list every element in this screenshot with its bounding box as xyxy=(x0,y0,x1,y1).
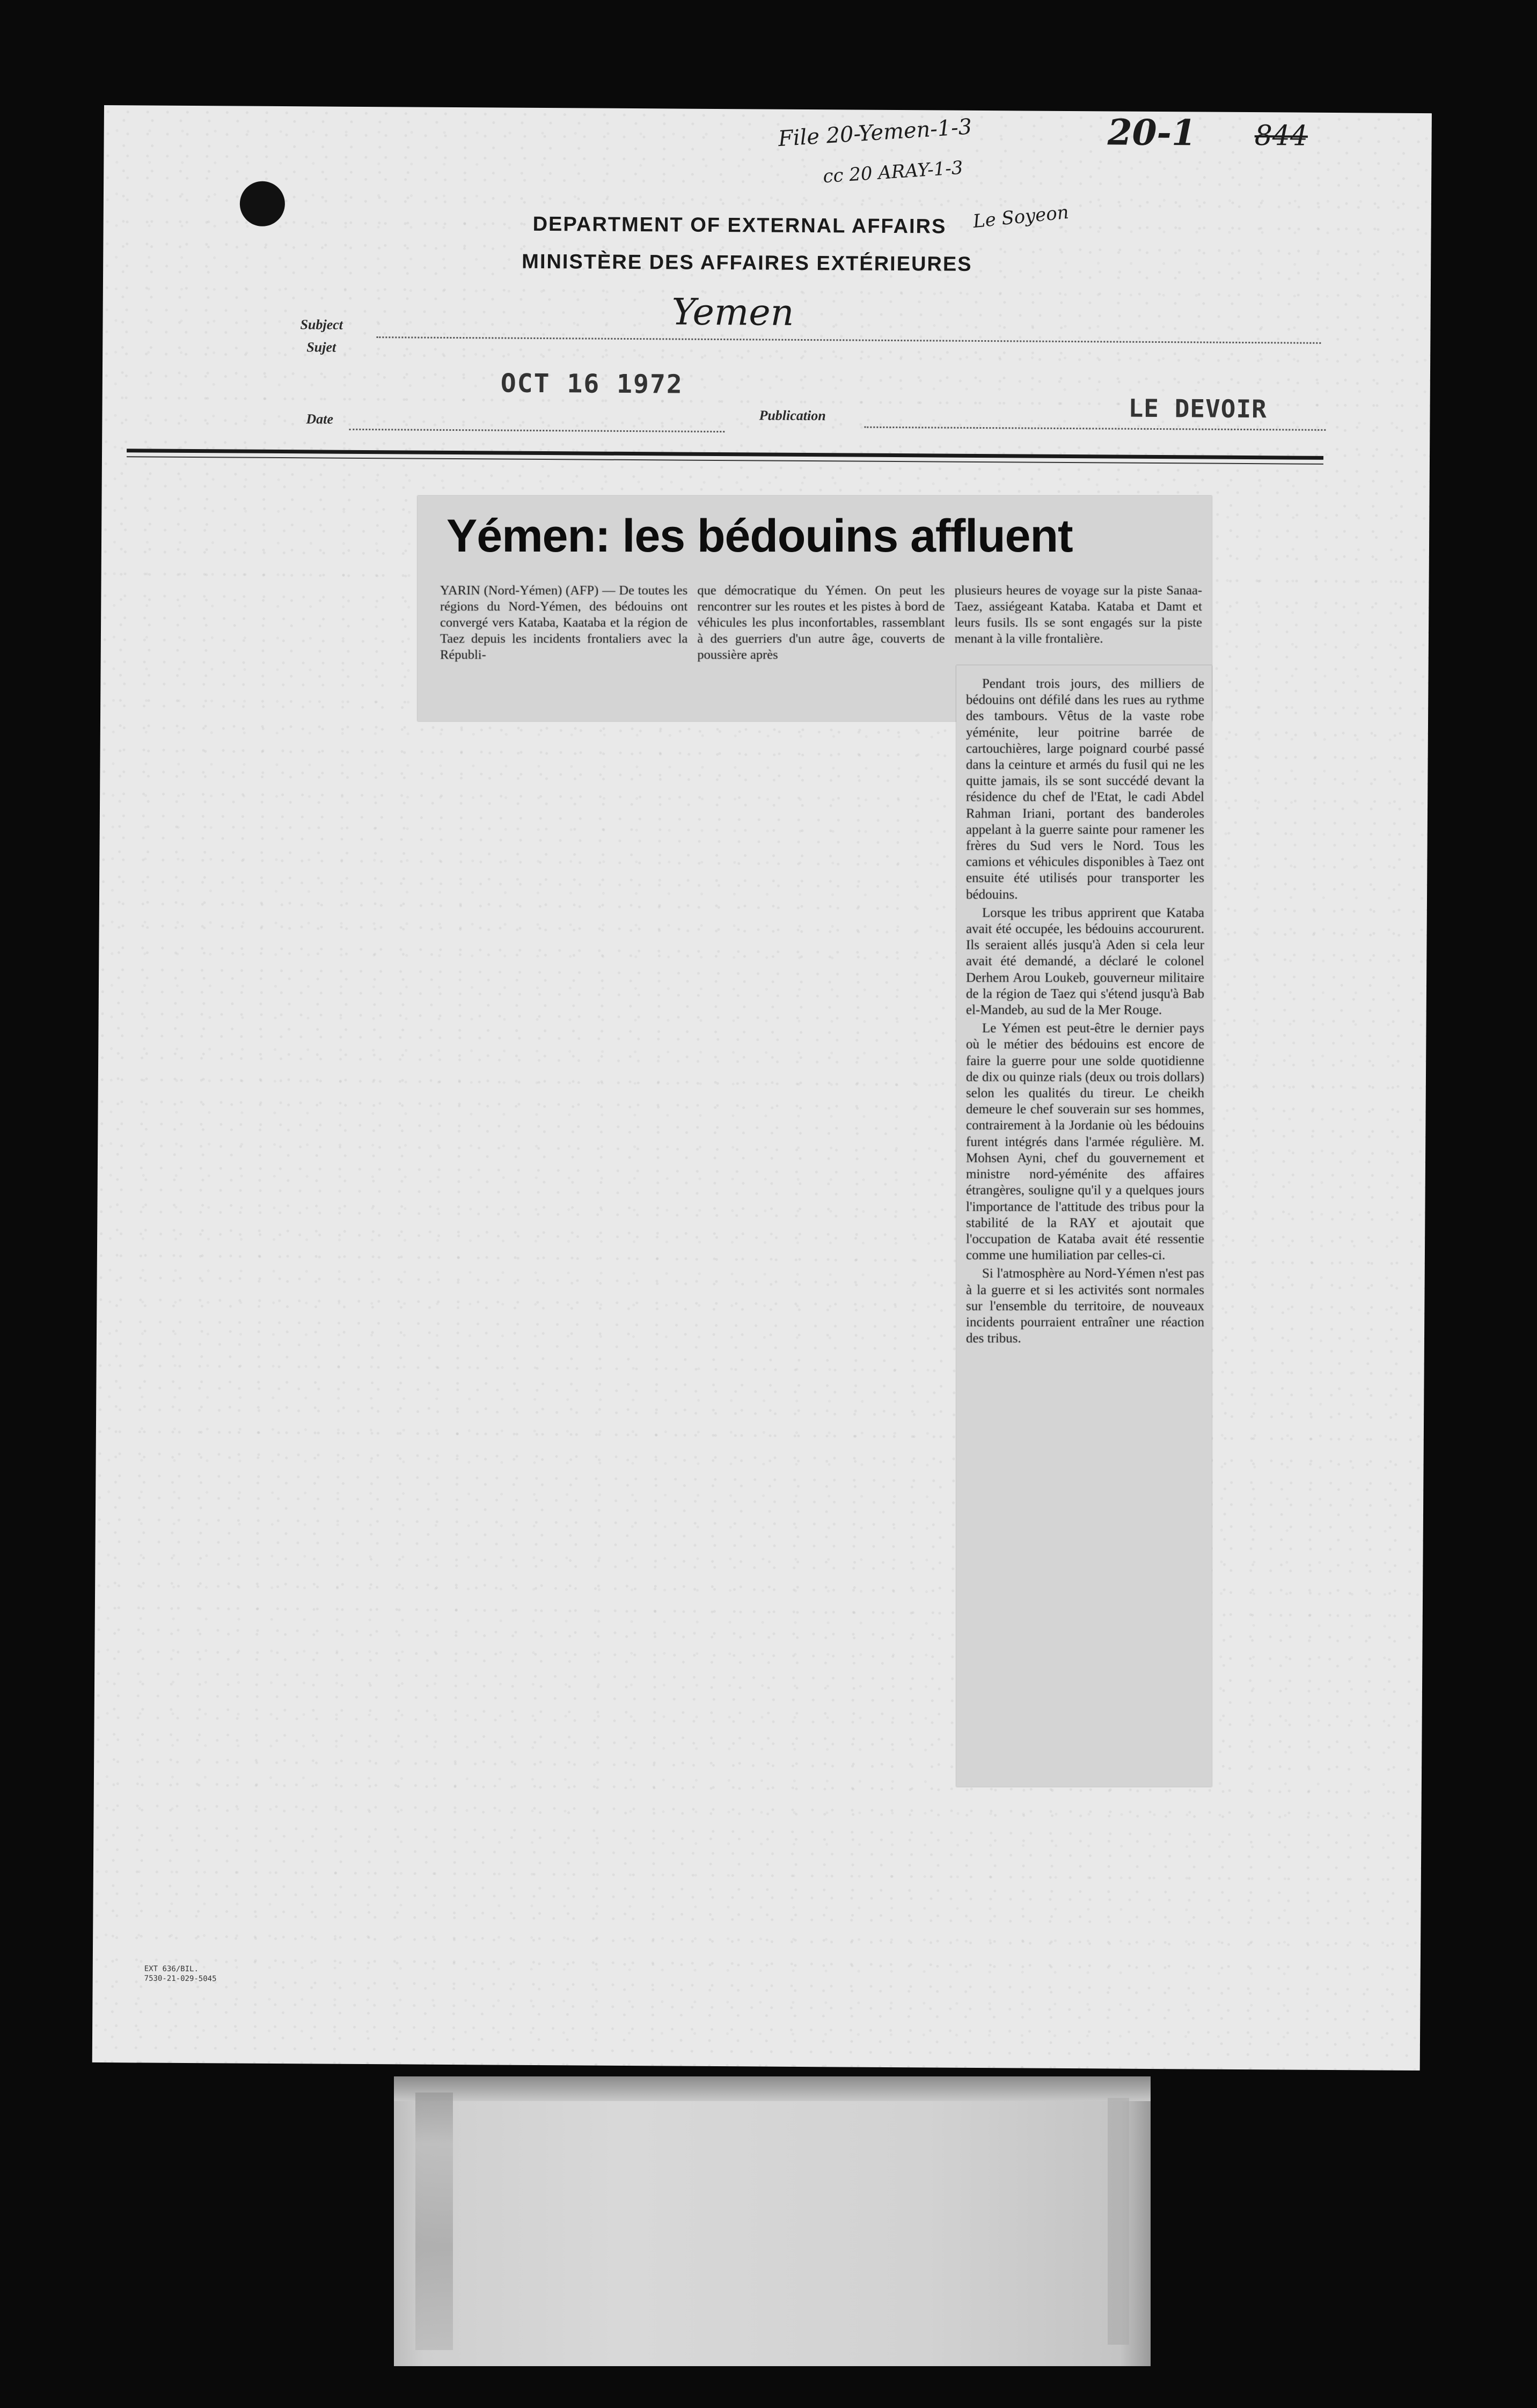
publication-stamp: LE DEVOIR xyxy=(1128,393,1267,424)
article-paragraph: Lorsque les tribus apprirent que Kataba avait été occupée, les bédouins accoururent. Ils seraient allés jusqu'à Aden si cela leur avait été demandé, a déclaré le colonel Derhem Arou Loukeb, gouverneur militaire de la région de Taez qui s'étend jusqu'à Bab el-Mandeb, au sud de la Mer Rouge. xyxy=(966,905,1204,1018)
punch-hole xyxy=(240,181,286,227)
article-column-3: plusieurs heures de voyage sur la piste Sanaa-Taez, assiégeant Kataba. Kataba et Damt et leurs fusils. Ils se sont engagés sur la piste menant à la ville frontalière. xyxy=(954,583,1202,646)
backing-card xyxy=(394,2076,1151,2366)
backing-card-shadow-right xyxy=(1108,2098,1129,2345)
form-code xyxy=(144,1964,217,1984)
handwritten-crossed-number: 844 xyxy=(1254,120,1308,152)
article-headline: Yémen: les bédouins affluent xyxy=(447,510,1073,562)
article-paragraph: Si l'atmosphère au Nord-Yémen n'est pas à la guerre et si les activités sont normales sur l'ensemble du territoire, de nouveaux incidents pourraient entraîner une réaction des tribus. xyxy=(966,1266,1204,1346)
article-paragraph: Pendant trois jours, des milliers de bédouins ont défilé dans les rues au rythme des tambours. Vêtus de la vaste robe yéménite, leur poitrine barrée de cartouchières, large poignard courbé passé dans la ceinture et armés du fusil qui ne les quitte jamais, ils se sont succédé devant la résidence du chef de l'Etat, le cadi Abdel Rahman Iriani, portant des banderoles appelant à la guerre sainte pour ramener les frères du Sud vers le Nord. Tous les camions et véhicules disponibles à Taez ont ensuite été utilisés pour transporter les bédouins. xyxy=(966,677,1204,902)
article-column-2: que démocratique du Yémen. On peut les rencontrer sur les routes et les pistes à bord de véhicules les plus inconfortables, rassemblant à des guerriers d'un autre âge, couverts de poussière après xyxy=(697,583,945,662)
article-right-column xyxy=(966,676,1204,1781)
subject-label-en: Subject xyxy=(300,317,343,333)
backing-card-shadow-left xyxy=(415,2093,453,2350)
handwritten-number: 20-1 xyxy=(1107,111,1197,154)
publication-label: Publication xyxy=(759,407,826,424)
subject-line xyxy=(376,336,1321,344)
date-line xyxy=(349,429,724,432)
date-label: Date xyxy=(306,411,334,427)
handwritten-note: Le Soyeon xyxy=(972,201,1070,233)
subject-value: Yemen xyxy=(671,291,794,334)
handwritten-cc-ref: cc 20 ARAY-1-3 xyxy=(822,157,964,188)
article-column-1: YARIN (Nord-Yémen) (AFP) — De toutes les régions du Nord-Yémen, des bédouins ont convergé vers Kataba, Kaataba et la région de Taez depuis les incidents frontaliers avec la Républi- xyxy=(440,583,688,662)
form-code-line2: 7530-21-029-5045 xyxy=(144,1974,217,1984)
handwritten-file-ref: File 20-Yemen-1-3 xyxy=(777,114,973,152)
department-title-en: DEPARTMENT OF EXTERNAL AFFAIRS xyxy=(532,212,947,238)
department-title-fr: MINISTÈRE DES AFFAIRES EXTÉRIEURES xyxy=(522,250,972,276)
subject-label-fr: Sujet xyxy=(306,339,336,355)
publication-line xyxy=(864,427,1326,431)
article-paragraph: Le Yémen est peut-être le dernier pays où le métier des bédouins est encore de faire la guerre pour une solde quotidienne de dix ou quinze rials (deux ou trois dollars) selon les qualités du tireur. Le cheikh demeure le chef souverain sur ses hommes, contrairement à la Jordanie où les bédouins furent intégrés dans l'armée régulière. M. Mohsen Ayni, chef du gouvernement et ministre nord-yéménite des affaires étrangères, souligne qu'il y a quelques jours l'importance de l'attitude des tribus pour la stabilité de la RAY et ajoutait que l'occupation de Kataba avait été ressentie comme une humiliation par celles-ci. xyxy=(966,1021,1204,1263)
form-code-line1: EXT 636/BIL. xyxy=(144,1964,199,1974)
document-sheet xyxy=(92,105,1432,2071)
date-stamp: OCT 16 1972 xyxy=(500,368,683,400)
backing-card-edge xyxy=(394,2076,1151,2101)
